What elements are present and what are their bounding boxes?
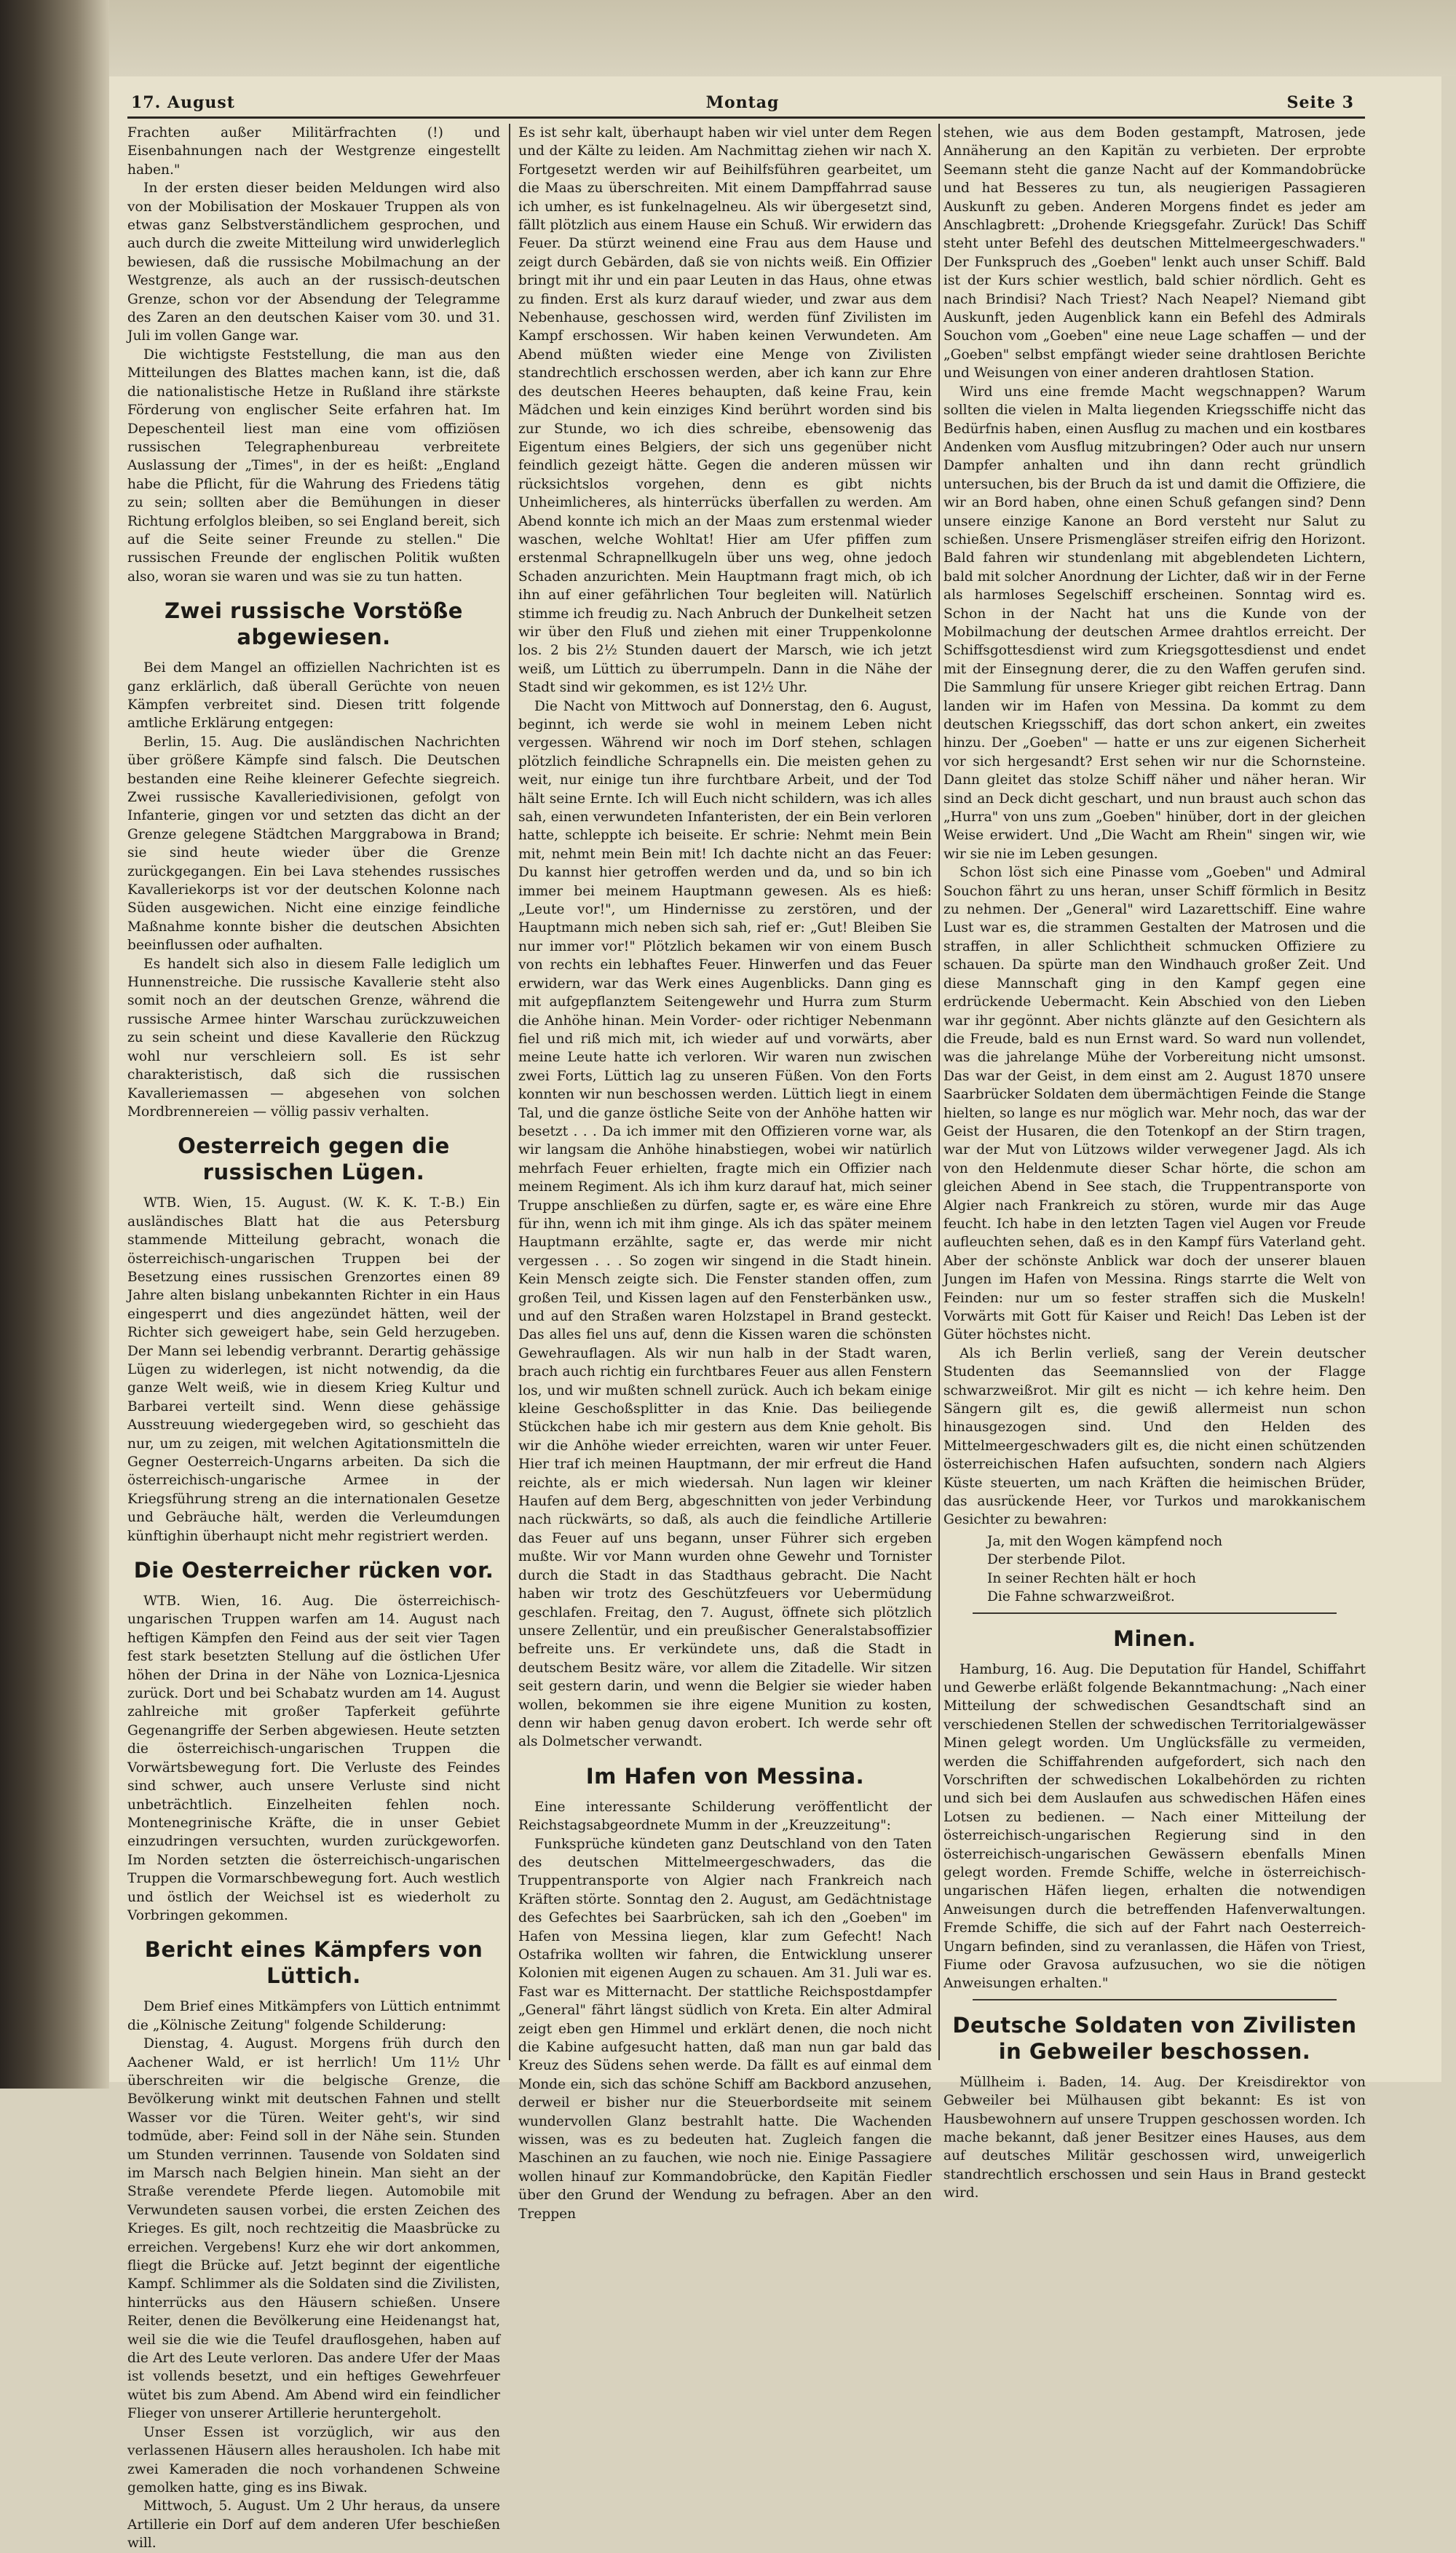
article-headline: Im Hafen von Messina. [585,1763,865,1789]
paragraph: Frachten außer Militärfrachten (!) und Eisenbahnungen nach der Westgrenze eingestellt haben." [127,125,500,178]
paragraph: Funksprüche kündeten ganz Deutschland von den Taten des deutschen Mittelmeergeschwaders, das die Truppentransporte von Algier nach Frankreich nach Kräften störte. Sonntag den 2. August, am Gedächtnistage des Gefechtes bei Saarbrücken, sah ich den „Goeben" im Hafen von Messina liegen, klar zum Gefecht! Nach Ostafrika wollten wir fahren, die Entwicklung unserer Kolonien mit eigenen Augen zu schauen. Am 31. Juli war es. Fast war es Mitternacht. Der stattliche Reichspostdampfer „General" fährt längst südlich von Kreta. Ein alter Admiral zeigt eben gen Himmel und erklärt denen, die noch nicht die Kabine aufgesucht hatten, daß man nun gar bald das Kreuz des Südens sehen werde. Da fällt es auf einmal dem Monde ein, sich das schöne Schiff am Backbord anzusehen, derweil er bisher nur die Steuerbordseite mit seinem wundervollen Glanz bestrahlt hatte. Die Wachenden wissen, was es zu bedeuten hat. Zugleich fangen die Maschinen an zu fauchen, wie noch nie. Einige Passagiere wollen hinauf zur Kommandobrücke, den Kapitän Fiedler über den Grund der Wendung zu befragen. Aber an den Treppen [518,1836,932,2222]
header-title: Montag [705,93,780,112]
paragraph: Dem Brief eines Mitkämpfers von Lüttich entnimmt die „Kölnische Zeitung" folgende Schilderung: [127,1999,500,2033]
paragraph: Wird uns eine fremde Macht wegschnappen? Warum sollten die vielen in Malta liegenden Kriegsschiffe nicht das Bedürfnis haben, einen Ausflug zu machen und ein kostbares Andenken vom Ausflug mitzubringen? Oder auch nur unsern Dampfer anhalten und ihn dann recht gründlich untersuchen, bis der Bruch da ist und damit die Offiziere, die wir an Bord haben, ohne einen Schuß gefangen sind? Denn unsere einzige Kanone an Bord versteht nur Salut zu schießen. Unsere Prismengläser streifen eifrig den Horizont. Bald fahren wir stundenlang mit abgeblendeten Lichtern, bald mit solcher Anordnung der Lichter, daß wir in der Ferne als harmloses Segelschiff erscheinen. Sonntag wird es. Schon in der Nacht hat uns die Kunde von der Mobilmachung der deutschen Armee drahtlos erreicht. Der Schiffsgottesdienst wird zum Kriegsgottesdienst und endet mit der Einsegnung derer, die zu den Waffen gerufen sind. Die Sammlung für unsere Krieger gibt reichen Ertrag. Dann landen wir im Hafen von Messina. Da kommt zu dem deutschen Kriegsschiff, das dort schon ankert, ein zweites hinzu. Der „Goeben" — hatte er uns zur eigenen Sicherheit vor sich hergesandt? Erst sehen wir nur die Schornsteine. Dann gleitet das stolze Schiff näher und näher heran. Wir sind an Deck dicht geschart, und nun braust auch schon das „Hurra" von uns zum „Goeben" hinüber, dort in der gleichen Weise erwidert. Und „Die Wacht am Rhein" singen wir, wie wir sie nie im Leben gesungen. [943,384,1366,862]
column-2 [518,124,932,2222]
page-top-margin [109,0,1456,76]
paragraph: Hamburg, 16. Aug. Die Deputation für Handel, Schiffahrt und Gewerbe erläßt folgende Bekanntmachung: „Nach einer Mitteilung der schwedischen Gesandtschaft sind an verschiedenen Stellen der schwedischen Territorialgewässer Minen gelegt worden. Um Unglücksfälle zu vermeiden, werden die Schiffahrenden aufgefordert, sich nach den Vorschriften der schwedischen Lokalbehörden zu richten und sich bei dem Auslaufen aus schwedischen Häfen eines Lotsen zu bedienen. — Nach einer Mitteilung der österreichisch-ungarischen Regierung sind in den österreichisch-ungarischen Gewässern ebenfalls Minen gelegt worden. Fremde Schiffe, welche in österreichisch-ungarischen Häfen liegen, erhalten die notwendigen Anweisungen durch die betreffenden Hafenverwaltungen. Fremde Schiffe, die sich auf der Fahrt nach Oesterreich-Ungarn befinden, sind zu veranlassen, die Häfen von Triest, Fiume oder Gravosa aufzusuchen, wo sie die nötigen Anweisungen erhalten." [943,1661,1366,1992]
column-rule [509,124,510,2060]
verse-line: Der sterbende Pilot. [987,1552,1126,1568]
header-rule [127,116,1365,119]
verse-line: Die Fahne schwarzweißrot. [987,1589,1175,1605]
paragraph: Unser Essen ist vorzüglich, wir aus den verlassenen Häusern alles herausholen. Ich habe mit zwei Kameraden die noch vorhandenen Schweine gemolken hatte, ging es ins Biwak. [127,2424,500,2495]
article-headline: Die Oesterreicher rücken vor. [133,1558,494,1583]
article-separator [973,1612,1337,1614]
paragraph: Als ich Berlin verließ, sang der Verein deutscher Studenten das Seemannslied von der Flagge schwarzweißrot. Mir gilt es nicht — ich kehre heim. Den Sängern gilt es, die gewiß allermeist nun schon hinausgezogen sind. Und den Helden des Mittelmeergeschwaders gilt es, die nicht einen schützenden österreichischen Hafen aufsuchten, sondern nach Algiers Küste steuerten, um nach Kräften die heimischen Brüder, das ausrückende Heer, vor Turkos und marokkanischem Gesichter zu bewahren: [943,1345,1366,1528]
paragraph: Die Nacht von Mittwoch auf Donnerstag, den 6. August, beginnt, ich werde sie wohl in meinem Leben nicht vergessen. Während wir noch im Dorf stehen, schlagen plötzlich feindliche Schrapnells ein. Die meisten gehen zu weit, nur einige tun ihre furchtbare Arbeit, und der Tod hält seine Ernte. Ich will Euch nicht schildern, was ich alles sah, einen verwundeten Infanteristen, der ein Bein verloren hatte, schleppte ich beiseite. Er schrie: Nehmt mein Bein mit, nehmt mein Bein mit! Ich dachte nicht an das Feuer: Du kannst hier getroffen werden und da, und so bin ich immer bei meinem Hauptmann gewesen. Als es hieß: „Leute vor!", um Hindernisse zu zerstören, und der Hauptmann mich neben sich sah, rief er: „Gut! Bleiben Sie nur immer vor!" Plötzlich bekamen wir von einem Busch von rechts ein lebhaftes Feuer. Hinwerfen und das Feuer erwidern, war das Werk eines Augenblicks. Dann ging es mit aufgepflanztem Seitengewehr und Hurra zum Sturm die Anhöhe hinan. Mein Vorder- oder richtiger Nebenmann fiel und riß mich mit, ich wieder auf und vorwärts, aber meine Leute hatte ich verloren. Wir waren nun zwischen zwei Forts, Lüttich lag zu unseren Füßen. Von den Forts konnten wir nun beschossen werden. Lüttich liegt in einem Tal, und die ganze östliche Seite von der Anhöhe hatten wir besetzt . . . Da ich immer mit den Offizieren vorne war, als wir langsam die Anhöhe hinabstiegen, wobei wir natürlich mehrfach Feuer erhielten, fragte mich ein Offizier nach meinem Regiment. Als ich ihm kurz darauf hat, mich seiner Truppe anschließen zu dürfen, sagte er, es wäre eine Ehre für ihn, wenn ich mit ihm ginge. Als ich das später meinem Hauptmann erzählte, sagte er, das werde mir nicht vergessen . . . So zogen wir singend in die Stadt hinein. Kein Mensch zeigte sich. Die Fenster standen offen, zum großen Teil, und Kissen lagen auf den Fensterbänken usw., und auf den Straßen waren Holzstapel in Brand gesteckt. Das alles fiel uns auf, denn die Kissen waren die schönsten Gewehrauflagen. Als wir nun halb in der Stadt waren, brach auch richtig ein furchtbares Feuer aus allen Fenstern los, und wir mußten schnell zurück. Auch ich bekam einige kleine Geschoßsplitter in das Knie. Das beiliegende Stückchen habe ich mir gestern aus dem Knie geholt. Bis wir die Anhöhe wieder erreichten, waren wir unter Feuer. Hier traf ich meinen Hauptmann, der mir erfreut die Hand reichte, als er mich wiedersah. Nun lagen wir kleiner Haufen auf dem Berg, abgeschnitten von jeder Verbindung nach rückwärts, so daß, als auch die feindliche Artillerie das Feuer auf uns begann, unser Führer sich ergeben mußte. Wir vor Mann wurden ohne Gewehr und Tornister durch die Stadt in das Stadthaus gebracht. Die Nacht haben wir trotz des Geschützfeuers vor Uebermüdung geschlafen. Freitag, den 7. August, öffnete sich plötzlich unsere Zellentür, und ein preußischer Generalstabsoffizier befreite uns. Er verkündete uns, daß die Stadt in deutschem Besitz wäre, vor allem die Zitadelle. Wir sitzen seit gestern darin, und wenn die Belgier sie wieder haben wollen, bekommen sie ihre eigene Munition zu kosten, denn wir haben genug davon erobert. Ich werde sehr oft als Dolmetscher verwandt. [518,698,932,1750]
paragraph: Eine interessante Schilderung veröffentlicht der Reichstagsabgeordnete Mumm in der „Kreuzzeitung": [518,1799,932,1834]
paragraph: Mittwoch, 5. August. Um 2 Uhr heraus, da unsere Artillerie ein Dorf auf dem anderen Ufer beschießen will. [127,2498,500,2552]
article-separator [973,1999,1337,2000]
paragraph: Es handelt sich also in diesem Falle lediglich um Hunnenstreiche. Die russische Kavallerie steht also somit noch an der deutschen Grenze, während die russische Armee hinter Warschau zurückzuweichen zu sein scheint und diese Kavallerie den Rückzug wohl nur verschleiern soll. Es ist sehr charakteristisch, daß sich die russischen Kavalleriemassen — abgesehen von solchen Mordbrennereien — völlig passiv verhalten. [127,956,500,1120]
article-headline: Bericht eines Kämpfers von Lüttich. [144,1937,483,1989]
article-headline: Oesterreich gegen die russischen Lügen. [178,1133,450,1185]
verse-block [987,1532,1366,1607]
paragraph: Berlin, 15. Aug. Die ausländischen Nachrichten über größere Kämpfe sind falsch. Die Deutschen bestanden eine Reihe kleinerer Gefechte siegreich. Zwei russische Kavalleriedivisionen, gefolgt von Infanterie, gingen vor und setzten das dicht an der Grenze gelegene Städtchen Marggrabowa in Brand; sie sind heute wieder über die Grenze zurückgegangen. Ein bei Lava stehendes russisches Kavalleriekorps ist vor der deutschen Kolonne nach Süden ausgewichen. Nicht eine einzige feindliche Maßnahme konnte bisher die deutschen Absichten beeinflussen oder aufhalten. [127,734,500,954]
paragraph: Müllheim i. Baden, 14. Aug. Der Kreisdirektor von Gebweiler bei Mülhausen gibt bekannt: Es ist von Hausbewohnern auf unsere Truppen geschossen worden. Ich mache bekannt, daß jener Besitzer eines Hauses, aus dem auf deutsches Militär geschossen wird, unweigerlich standrechtlich erschossen und sein Haus in Brand gesteckt wird. [943,2074,1366,2201]
paragraph: Es ist sehr kalt, überhaupt haben wir viel unter dem Regen und der Kälte zu leiden. Am Nachmittag ziehen wir nach X. Fortgesetzt werden wir auf Beihilfsführen gearbeitet, um die Maas zu überschreiten. Mit einem Dampffahrrad sause ich umher, es ist funkelnagelneu. Als wir übergesetzt sind, fällt plötzlich aus einem Hause ein Schuß. Wir erwidern das Feuer. Da stürzt weinend eine Frau aus dem Hause und zeigt durch Gebärden, daß sie von nichts weiß. Ein Offizier bringt mit ihr und ein paar Leuten in das Haus, ohne etwas zu finden. Erst als kurz darauf wieder, und zwar aus dem Nebenhause, geschossen wird, werden fünf Zivilisten im Kampf erschossen. Wir haben keinen Verwundeten. Am Abend müßten wieder eine Menge von Zivilisten standrechtlich erschossen werden, aber ich kann zur Ehre des deutschen Heeres behaupten, daß keine Frau, kein Mädchen und kein einziges Kind berührt worden sind bis zur Stunde, wo ich dies schreibe, ebensowenig das Eigentum eines Belgiers, der sich uns gegenüber nicht feindlich gezeigt hätte. Gegen die anderen müssen wir rücksichtslos vorgehen, denn es gibt nichts Unheimlicheres, als hinterrücks überfallen zu werden. Am Abend konnte ich mich an der Maas zum erstenmal wieder waschen, welche Wohltat! Hier am Ufer pfiffen zum erstenmal Schrapnellkugeln über uns weg, ohne jedoch Schaden anzurichten. Mein Hauptmann fragt mich, ob ich ihn auf einer gefährlichen Tour begleiten will. Natürlich stimme ich freudig zu. Nach Anbruch der Dunkelheit setzen wir über den Fluß und ziehen mit einer Truppenkolonne los. 2 bis 2½ Stunden dauert der Marsch, wie ich jetzt weiß, um Lüttich zu überrumpeln. Dann in die Nähe der Stadt sind wir gekommen, es ist 12½ Uhr. [518,125,932,696]
column-3 [943,124,1366,2201]
article-headline: Minen. [1113,1626,1196,1651]
paragraph: stehen, wie aus dem Boden gestampft, Matrosen, jede Annäherung an den Kapitän zu verbieten. Der erprobte Seemann steht die ganze Nacht auf der Kommandobrücke und hat Besseres zu tun, als neugierigen Passagieren Auskunft zu geben. Anderen Morgens findet es jeder am Anschlagbrett: „Drohende Kriegsgefahr. Zurück! Das Schiff steht unter Befehl des deutschen Mittelmeergeschwaders." Der Funkspruch des „Goeben" lenkt auch unser Schiff. Bald ist der Kurs schier westlich, bald schier nördlich. Geht es nach Brindisi? Nach Triest? Nach Neapel? Niemand gibt Auskunft, jeden Augenblick kann ein Befehl des Admirals Souchon vom „Goeben" eine neue Lage schaffen — und der „Goeben" selbst empfängt wieder seine drahtlosen Berichte und Weisungen von einer anderen drahtlosen Station. [943,125,1366,381]
column-1 [127,124,500,2552]
paragraph: Bei dem Mangel an offiziellen Nachrichten ist es ganz erklärlich, daß überall Gerüchte von neuen Kämpfen verbreitet sind. Diesen tritt folgende amtliche Erklärung entgegen: [127,660,500,732]
header-page-number: Seite 3 [1286,93,1354,112]
article-headline: Zwei russische Vorstöße abgewiesen. [165,598,463,650]
paragraph: In der ersten dieser beiden Meldungen wird also von der Mobilisation der Moskauer Truppen als von etwas ganz Selbstverständlichem gesprochen, und auch durch die zweite Mitteilung wird unwiderleglich bewiesen, daß die russische Mobilmachung an der Westgrenze, als auch an der russisch-deutschen Grenze, schon vor der Absendung der Telegramme des Zaren an den deutschen Kaiser vom 30. und 31. Juli im vollen Gange war. [127,181,500,344]
paragraph: Die wichtigste Feststellung, die man aus den Mitteilungen des Blattes machen kann, ist die, daß die nationalistische Hetze in Rußland ihre stärkste Förderung von englischer Seite erfahren hat. Im Depeschenteil liest man eine vom offiziösen russischen Telegraphenbureau verbreitete Auslassung der „Times", in der es heißt: „England habe die Pflicht, für die Wahrung des Friedens tätig zu sein; sollten aber die Bemühungen in dieser Richtung erfolglos bleiben, so sei England bereit, sich auf die Seite seiner Freunde zu stellen." Die russischen Freunde der englischen Politik wußten also, woran sie waren und was sie zu tun hatten. [127,347,500,585]
article-headline: Deutsche Soldaten von Zivilisten in Gebweiler beschossen. [952,2012,1357,2064]
header-date: 17. August [131,93,235,112]
verse-line: In seiner Rechten hält er hoch [987,1570,1197,1586]
paragraph: WTB. Wien, 16. Aug. Die österreichisch-ungarischen Truppen warfen am 14. August nach heftigen Kämpfen den Feind aus der seit vier Tagen fest stark besetzten Stellung auf die östlichen Ufer höhen der Drina in der Nähe von Loznica-Ljesnica zurück. Dort und bei Schabatz wurden am 14. August zahlreiche mit großer Tapferkeit geführte Gegenangriffe der Serben abgewiesen. Heute setzten die österreichisch-ungarischen Truppen die Vorwärtsbewegung fort. Die Verluste des Feindes sind schwer, auch unsere Verluste sind nicht unbeträchtlich. Einzelheiten fehlen noch. Montenegrinische Kräfte, die in unser Gebiet einzudringen versuchten, wurden zurückgeworfen. Im Norden setzten die österreichisch-ungarischen Truppen die Vormarschbewegung fort. Auch westlich und östlich der Weichsel ist es wiederholt zu Vorbringen gekommen. [127,1594,500,1923]
column-rule [938,124,940,2060]
paragraph: Schon löst sich eine Pinasse vom „Goeben" und Admiral Souchon fährt zu uns heran, unser Schiff förmlich in Besitz zu nehmen. Der „General" wird Lazarettschiff. Eine wahre Lust war es, die strammen Gestalten der Matrosen und die straffen, in aller Schlichtheit schmucken Offiziere zu schauen. Da spürte man den Windhauch großer Zeit. Und diese Mannschaft ging in den Kampf gegen eine erdrückende Uebermacht. Kein Abschied von den Lieben war ihr gegönnt. Aber nichts glänzte auf den Gesichtern als die Freude, bald es nun Ernst ward. So ward nun vollendet, was die jahrelange Mühe der Vorbereitung nicht umsonst. Das war der Geist, in dem einst am 2. August 1870 unsere Saarbrücker Soldaten dem übermächtigen Feinde die Stange hielten, so lange es nur möglich war. Mehr noch, das war der Geist der Husaren, die den Totenkopf an der Stirn tragen, war der Mut von Lützows wilder verwegener Jagd. Als ich von den Heldenmute dieser Schar hörte, die schon am gleichen Abend in See stach, die Truppentransporte von Algier nach Frankreich zu stören, wurde mir das Auge feucht. Ich habe in den letzten Tagen viel Augen vor Freude aufleuchten sehen, daß es in den Kampf fürs Vaterland geht. Aber der schönste Anblick war doch der unserer blauen Jungen im Hafen von Messina. Rings starrte die Welt von Feinden: nur um so fester straffen sich die Muskeln! Vorwärts mit Gott für Kaiser und Reich! Das Leben ist der Güter höchstes nicht. [943,865,1366,1343]
running-head [131,89,1354,118]
verse-line: Ja, mit den Wogen kämpfend noch [987,1533,1223,1549]
paragraph: WTB. Wien, 15. August. (W. K. K. T.-B.) Ein ausländisches Blatt hat die aus Petersburg stammende Mitteilung gebracht, wonach die österreichisch-ungarischen Truppen bei der Besetzung eines russischen Grenzortes einen 89 Jahre alten bislang unbekannten Richter in ein Haus eingesperrt und dies angezündet hätten, weil der Richter sich geweigert habe, sein Geld herzugeben. Der Mann sei lebendig verbrannt. Derartig gehässige Lügen zu widerlegen, ist nicht notwendig, da die ganze Welt weiß, wie in diesem Krieg Kultur und Barbarei verteilt sind. Wenn diese gehässige Ausstreuung wiedergegeben wird, so geschieht das nur, um zu zeigen, mit welchen Agitationsmitteln die Gegner Oesterreich-Ungarns arbeiten. Da sich die österreichisch-ungarische Armee in der Kriegsführung streng an die internationalen Gesetze und Gebräuche hält, werden die Verleumdungen künftighin überhaupt nicht mehr registriert werden. [127,1195,500,1544]
paragraph: Dienstag, 4. August. Morgens früh durch den Aachener Wald, er ist herrlich! Um 11½ Uhr überschreiten wir die belgische Grenze, die Bevölkerung winkt mit deutschen Fahnen und stellt Wasser vor die Türen. Weiter geht's, wir sind todmüde, aber: Feind soll in der Nähe sein. Stunden um Stunden verrinnen. Tausende von Soldaten sind im Marsch nach Belgien hinein. Man sieht an der Straße verendete Pferde liegen. Automobile mit Verwundeten sausen vorbei, die ersten Zeichen des Krieges. Es gilt, noch rechtzeitig die Maasbrücke zu erreichen. Vergebens! Kurz ehe wir dort ankommen, fliegt die Brücke auf. Jetzt beginnt der eigentliche Kampf. Schlimmer als die Soldaten sind die Zivilisten, hinterrücks aus den Häusern schießen. Unsere Reiter, denen die Bevölkerung eine Heidenangst hat, weil sie die wie die Teufel drauflosgehen, haben auf die Art des Leute verloren. Das andere Ufer der Maas ist vollends besetzt, und ein heftiges Gewehrfeuer wütet bis zum Abend. Am Abend wird ein feindlicher Flieger von unserer Artillerie heruntergeholt. [127,2036,500,2422]
book-binding [0,0,109,2089]
